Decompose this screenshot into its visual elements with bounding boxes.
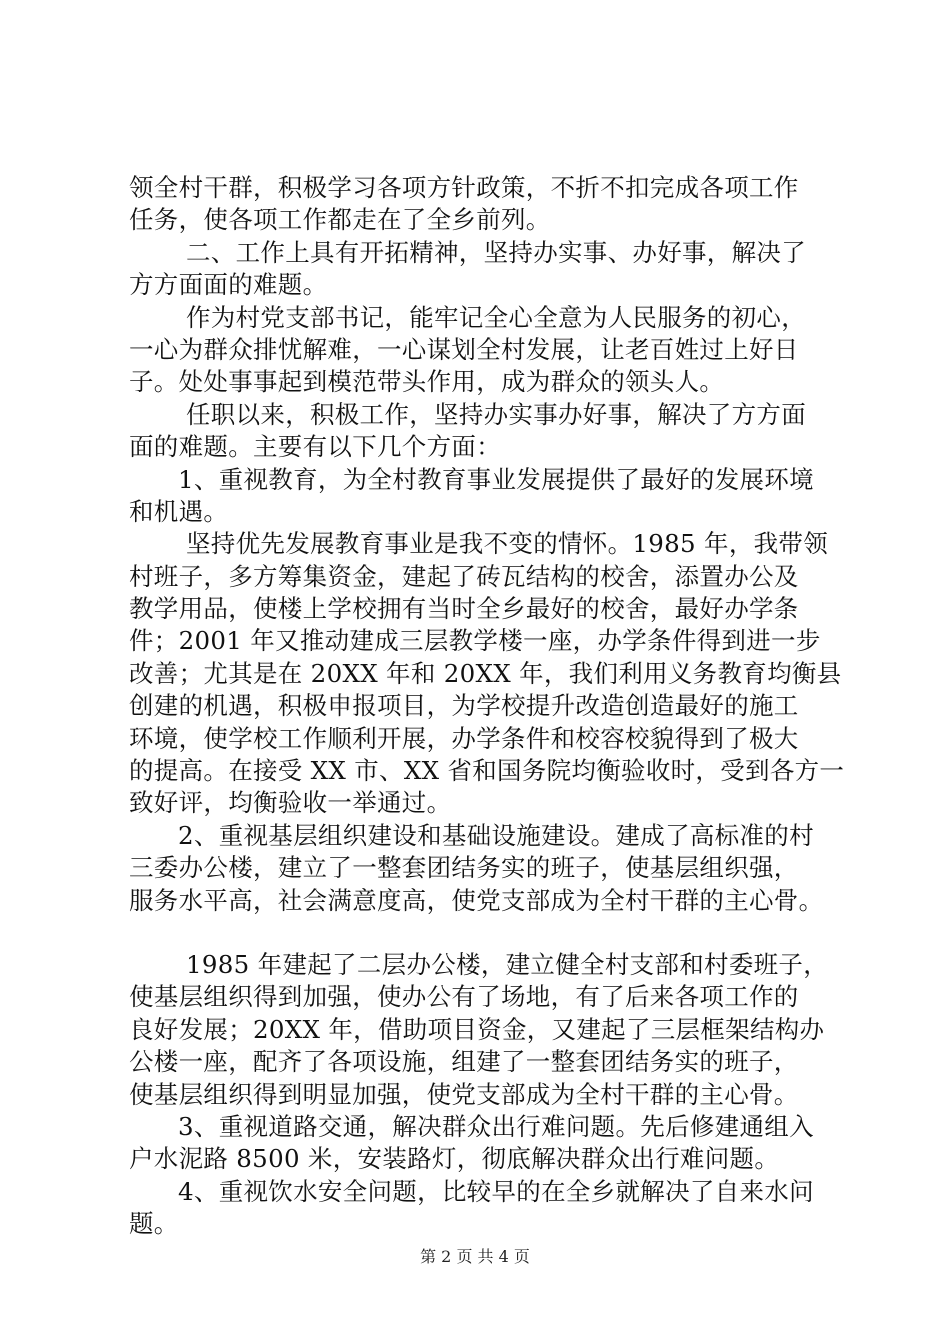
text-line: 环境，使学校工作顺利开展，办学条件和校容校貌得到了极大 (129, 723, 799, 753)
text-line: 改善；尤其是在 20XX 年和 20XX 年，我们利用义务教育均衡县 (129, 658, 842, 688)
text-line: 方方面面的难题。 (129, 270, 328, 300)
text-line: 领全村干群，积极学习各项方针政策，不折不扣完成各项工作 (129, 173, 799, 202)
document-body (129, 172, 849, 1241)
text-line: 公楼一座，配齐了各项设施，组建了一整套团结务实的班子， (129, 1047, 799, 1077)
text-line: 题。 (129, 1209, 179, 1239)
text-line: 二、工作上具有开拓精神，坚持办实事、办好事，解决了 (186, 237, 806, 267)
text-line: 户水泥路 8500 米，安装路灯，彻底解决群众出行难问题。 (129, 1144, 780, 1174)
text-line: 1、重视教育，为全村教育事业发展提供了最好的发展环境 (178, 464, 814, 494)
text-line: 3、重视道路交通，解决群众出行难问题。先后修建通组入 (178, 1111, 814, 1141)
text-line: 2、重视基层组织建设和基础设施建设。建成了高标准的村 (178, 820, 814, 850)
text-line: 村班子，多方筹集资金，建起了砖瓦结构的校舍，添置办公及 (129, 561, 799, 591)
text-line: 面的难题。主要有以下几个方面： (129, 432, 501, 462)
text-line: 良好发展；20XX 年，借助项目资金，又建起了三层框架结构办 (129, 1014, 825, 1044)
text-line: 作为村党支部书记，能牢记全心全意为人民服务的初心， (186, 302, 806, 332)
text-line: 使基层组织得到明显加强，使党支部成为全村干群的主心骨。 (129, 1079, 799, 1109)
text-line: 和机遇。 (129, 496, 229, 526)
text-line: 任务，使各项工作都走在了全乡前列。 (129, 205, 551, 235)
text-line: 致好评，均衡验收一举通过。 (129, 788, 452, 818)
text-line: 一心为群众排忧解难，一心谋划全村发展，让老百姓过上好日 (129, 334, 799, 364)
paragraph-gap (129, 917, 849, 949)
text-line: 的提高。在接受 XX 市、XX 省和国务院均衡验收时，受到各方一 (129, 756, 845, 786)
page-number-footer: 第 2 页 共 4 页 (420, 1247, 530, 1266)
text-line: 服务水平高，社会满意度高，使党支部成为全村干群的主心骨。 (129, 885, 824, 915)
text-line: 1985 年建起了二层办公楼，建立健全村支部和村委班子， (186, 949, 829, 979)
text-line: 4、重视饮水安全问题，比较早的在全乡就解决了自来水问 (178, 1176, 814, 1206)
text-line: 三委办公楼，建立了一整套团结务实的班子，使基层组织强， (129, 853, 799, 883)
text-line: 任职以来，积极工作，坚持办实事办好事，解决了方方面 (186, 399, 806, 429)
text-line: 件；2001 年又推动建成三层教学楼一座，办学条件得到进一步 (129, 626, 821, 656)
text-line: 坚持优先发展教育事业是我不变的情怀。1985 年，我带领 (186, 529, 829, 559)
text-line: 创建的机遇，积极申报项目，为学校提升改造创造最好的施工 (129, 691, 799, 721)
text-line: 子。处处事事起到模范带头作用，成为群众的领头人。 (129, 367, 725, 397)
text-line: 教学用品，使楼上学校拥有当时全乡最好的校舍，最好办学条 (129, 594, 799, 624)
text-line: 使基层组织得到加强，使办公有了场地，有了后来各项工作的 (129, 982, 799, 1012)
